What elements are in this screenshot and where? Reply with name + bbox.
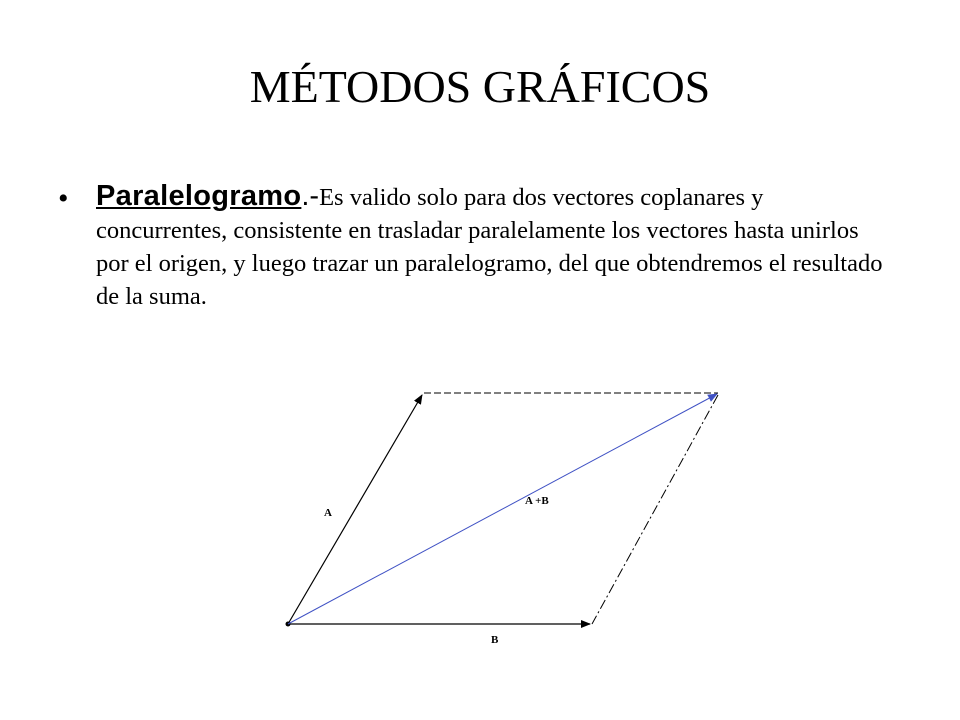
resultant-label: A +B — [525, 495, 549, 507]
parallelogram-diagram — [284, 383, 724, 655]
vector-b-label: B — [491, 634, 499, 646]
bullet-separator: .- — [301, 180, 320, 212]
bullet-body: Es valido solo para dos vectores coplanares y concurrentes, consistente en trasladar paralelamente los vectores hasta unirlos por el origen, y luego trazar un paralelogramo, del que obtendremos el resultado de la suma. — [96, 184, 883, 310]
page-title: MÉTODOS GRÁFICOS — [249, 61, 711, 112]
vector-a-label: A — [324, 507, 332, 519]
bullet-paragraph — [96, 180, 886, 313]
bullet-term: Paralelogramo — [96, 180, 302, 212]
bullet-dot-icon: • — [58, 182, 69, 215]
vector-a-arrow — [288, 395, 422, 624]
construction-line-right — [592, 395, 718, 624]
parallelogram-figure — [284, 383, 724, 655]
resultant-vector-arrow — [288, 394, 717, 624]
